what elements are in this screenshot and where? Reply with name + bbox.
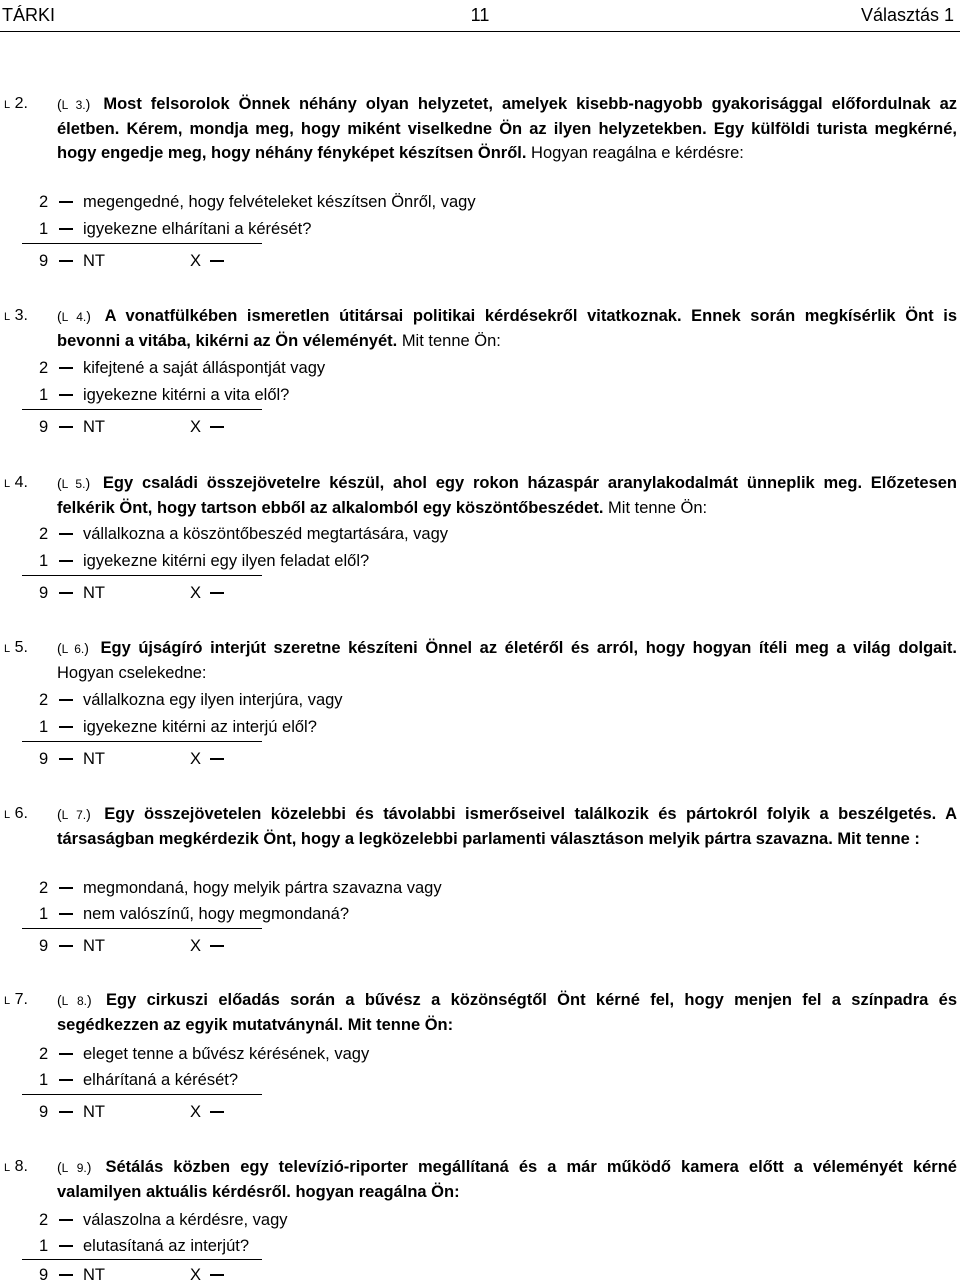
dash-mark (59, 945, 73, 947)
option-label: igyekezne elhárítani a kérését? (83, 220, 312, 238)
option-code: 2 (39, 1211, 49, 1229)
nt-label: NT (83, 750, 105, 768)
answer-option[interactable] (0, 1207, 960, 1233)
answer-option[interactable] (0, 382, 960, 408)
option-code: 2 (39, 1045, 49, 1063)
separator-rule (22, 243, 262, 244)
nt-label: NT (83, 1266, 105, 1284)
answer-option-nt[interactable] (0, 580, 960, 606)
dash-mark (59, 726, 73, 728)
question-ref: (L 8.) (57, 992, 92, 1008)
question-ref: (L 4.) (57, 308, 91, 324)
dash-mark (210, 1111, 224, 1113)
answer-option[interactable] (0, 216, 960, 242)
answer-option[interactable] (0, 875, 960, 901)
x-label: X (190, 1266, 202, 1284)
dash-mark (210, 1274, 224, 1276)
question-number: L 5. (4, 639, 28, 656)
question-ref: (L 9.) (57, 1159, 92, 1175)
question-text: (L 3.) Most felsorolok Önnek néhány olyan helyzetet, amelyek kisebb-nagyobb gyakorisággal előfordulnak az életben. Kérem, mondja meg, hogy miként viselkedne Ön az ilyen helyzetekben. Egy külföldi turista megkérné, hogy engedje meg, hogy néhány fényképet készítsen Önről. Hogyan reagálna e kérdésre: (57, 95, 958, 162)
question-text: (L 8.) Egy cirkuszi előadás során a bűvész a közönségtől Önt kérné fel, hogy menjen fel a színpadra és segédkezzen az egyik mutatványnál. Mit tenne Ön: (57, 991, 957, 1034)
answer-option[interactable] (0, 355, 960, 381)
option-label: igyekezne kitérni az interjú elől? (83, 718, 317, 736)
x-label: X (190, 252, 202, 270)
dash-mark (59, 758, 73, 760)
option-code: 2 (39, 691, 49, 709)
answer-option-nt[interactable] (0, 1262, 960, 1287)
dash-mark (59, 1079, 73, 1081)
dash-mark (59, 699, 73, 701)
dash-mark (59, 394, 73, 396)
dash-mark (59, 560, 73, 562)
option-code: 2 (39, 193, 49, 211)
question-text: (L 4.) A vonatfülkében ismeretlen útitársai politikai kérdésekről vitatkoznak. Ennek során megkísérlik Önt is bevonni a vitába, kikérni az Ön véleményét. Mit tenne Ön: (57, 307, 957, 350)
answer-option-nt[interactable] (0, 746, 960, 772)
dash-mark (210, 758, 224, 760)
answer-option[interactable] (0, 1041, 960, 1067)
answer-option[interactable] (0, 1067, 960, 1093)
option-label: elhárítaná a kérését? (83, 1071, 239, 1089)
x-label: X (190, 584, 202, 602)
dash-mark (59, 592, 73, 594)
dash-mark (210, 426, 224, 428)
option-code: 1 (39, 552, 49, 570)
option-code: 2 (39, 525, 49, 543)
dash-mark (59, 1274, 73, 1276)
dash-mark (59, 913, 73, 915)
dash-mark (59, 201, 73, 203)
question-number: L 7. (4, 991, 28, 1008)
header-right: Választás 1 (860, 5, 954, 25)
option-code: 1 (39, 1071, 49, 1089)
x-label: X (190, 418, 202, 436)
question-ref: (L 7.) (57, 806, 91, 822)
dash-mark (59, 1111, 73, 1113)
option-label: megengedné, hogy felvételeket készítsen Önről, vagy (83, 193, 476, 211)
question-ref: (L 3.) (57, 96, 91, 112)
question-number: L 4. (4, 474, 28, 491)
option-label: elutasítaná az interjút? (83, 1237, 250, 1255)
option-label: kifejtené a saját álláspontját vagy (83, 359, 326, 377)
separator-rule (22, 1259, 262, 1260)
separator-rule (22, 1094, 262, 1095)
nt-label: NT (83, 1103, 105, 1121)
option-code: 1 (39, 718, 49, 736)
option-label: vállalkozna a köszöntőbeszéd megtartására, vagy (83, 525, 449, 543)
answer-option-nt[interactable] (0, 414, 960, 440)
x-label: X (190, 1103, 202, 1121)
nt-label: NT (83, 937, 105, 955)
option-code: 9 (39, 750, 49, 768)
separator-rule (22, 409, 262, 410)
answer-option-nt[interactable] (0, 248, 960, 274)
answer-option[interactable] (0, 521, 960, 547)
x-label: X (190, 750, 202, 768)
option-code: 1 (39, 386, 49, 404)
question-number: L 3. (4, 307, 28, 324)
option-label: igyekezne kitérni a vita elől? (83, 386, 290, 404)
nt-label: NT (83, 584, 105, 602)
answer-option-nt[interactable] (0, 1099, 960, 1125)
question-ref: (L 5.) (57, 475, 91, 491)
dash-mark (59, 228, 73, 230)
nt-label: NT (83, 252, 105, 270)
question-text: (L 6.) Egy újságíró interjút szeretne készíteni Önnel az életéről és arról, hogy hogyan ítéli meg a világ dolgait. Hogyan cselekedne: (57, 639, 957, 682)
question-text: (L 5.) Egy családi összejövetelre készül, ahol egy rokon házaspár aranylakodalmát ünneplik meg. Előzetesen felkérik Önt, hogy tartson ebből az alkalomból egy köszöntőbeszédet. Mit tenne Ön: (57, 474, 958, 517)
answer-option[interactable] (0, 548, 960, 574)
dash-mark (59, 367, 73, 369)
option-code: 9 (39, 1103, 49, 1121)
option-label: megmondaná, hogy melyik pártra szavazna vagy (83, 879, 442, 897)
question-ref: (L 6.) (57, 640, 89, 656)
option-code: 9 (39, 418, 49, 436)
option-code: 9 (39, 584, 49, 602)
question-number: L 8. (4, 1158, 28, 1175)
option-code: 9 (39, 252, 49, 270)
dash-mark (59, 260, 73, 262)
option-code: 9 (39, 937, 49, 955)
option-label: eleget tenne a bűvész kérésének, vagy (83, 1045, 370, 1063)
option-label: nem valószínű, hogy megmondaná? (83, 905, 349, 923)
dash-mark (59, 887, 73, 889)
dash-mark (59, 426, 73, 428)
dash-mark (210, 592, 224, 594)
separator-rule (22, 575, 262, 576)
answer-option[interactable] (0, 687, 960, 713)
page-number: 11 (470, 5, 490, 25)
dash-mark (210, 945, 224, 947)
separator-rule (22, 741, 262, 742)
answer-option[interactable] (0, 189, 960, 215)
option-code: 1 (39, 1237, 49, 1255)
option-code: 1 (39, 220, 49, 238)
option-code: 9 (39, 1266, 49, 1284)
answer-option[interactable] (0, 1233, 960, 1259)
x-label: X (190, 937, 202, 955)
dash-mark (59, 1219, 73, 1221)
dash-mark (59, 1053, 73, 1055)
option-label: vállalkozna egy ilyen interjúra, vagy (83, 691, 343, 709)
option-label: igyekezne kitérni egy ilyen feladat elől? (83, 552, 370, 570)
separator-rule (22, 928, 262, 929)
answer-option[interactable] (0, 714, 960, 740)
page-header (0, 0, 960, 32)
answer-option-nt[interactable] (0, 933, 960, 959)
question-text: (L 9.) Sétálás közben egy televízió-riporter megállítaná és a már működő kamera előtt a véleményét kérné valamilyen aktuális kérdésről. hogyan reagálna Ön: (57, 1158, 957, 1201)
question-text: (L 7.) Egy összejövetelen közelebbi és távolabbi ismerőseivel találkozik és pártokról folyik a beszélgetés. A társaságban megkérdezik Önt, hogy a legközelebbi parlamenti választáson melyik pártra szavazna. Mit tenne : (57, 805, 957, 848)
dash-mark (210, 260, 224, 262)
header-left: TÁRKI (2, 5, 56, 25)
option-code: 1 (39, 905, 49, 923)
answer-option[interactable] (0, 901, 960, 927)
option-label: válaszolna a kérdésre, vagy (83, 1211, 288, 1229)
question-number: L 6. (4, 805, 28, 822)
dash-mark (59, 533, 73, 535)
dash-mark (59, 1245, 73, 1247)
option-code: 2 (39, 879, 49, 897)
question-number: L 2. (4, 95, 28, 112)
option-code: 2 (39, 359, 49, 377)
nt-label: NT (83, 418, 105, 436)
